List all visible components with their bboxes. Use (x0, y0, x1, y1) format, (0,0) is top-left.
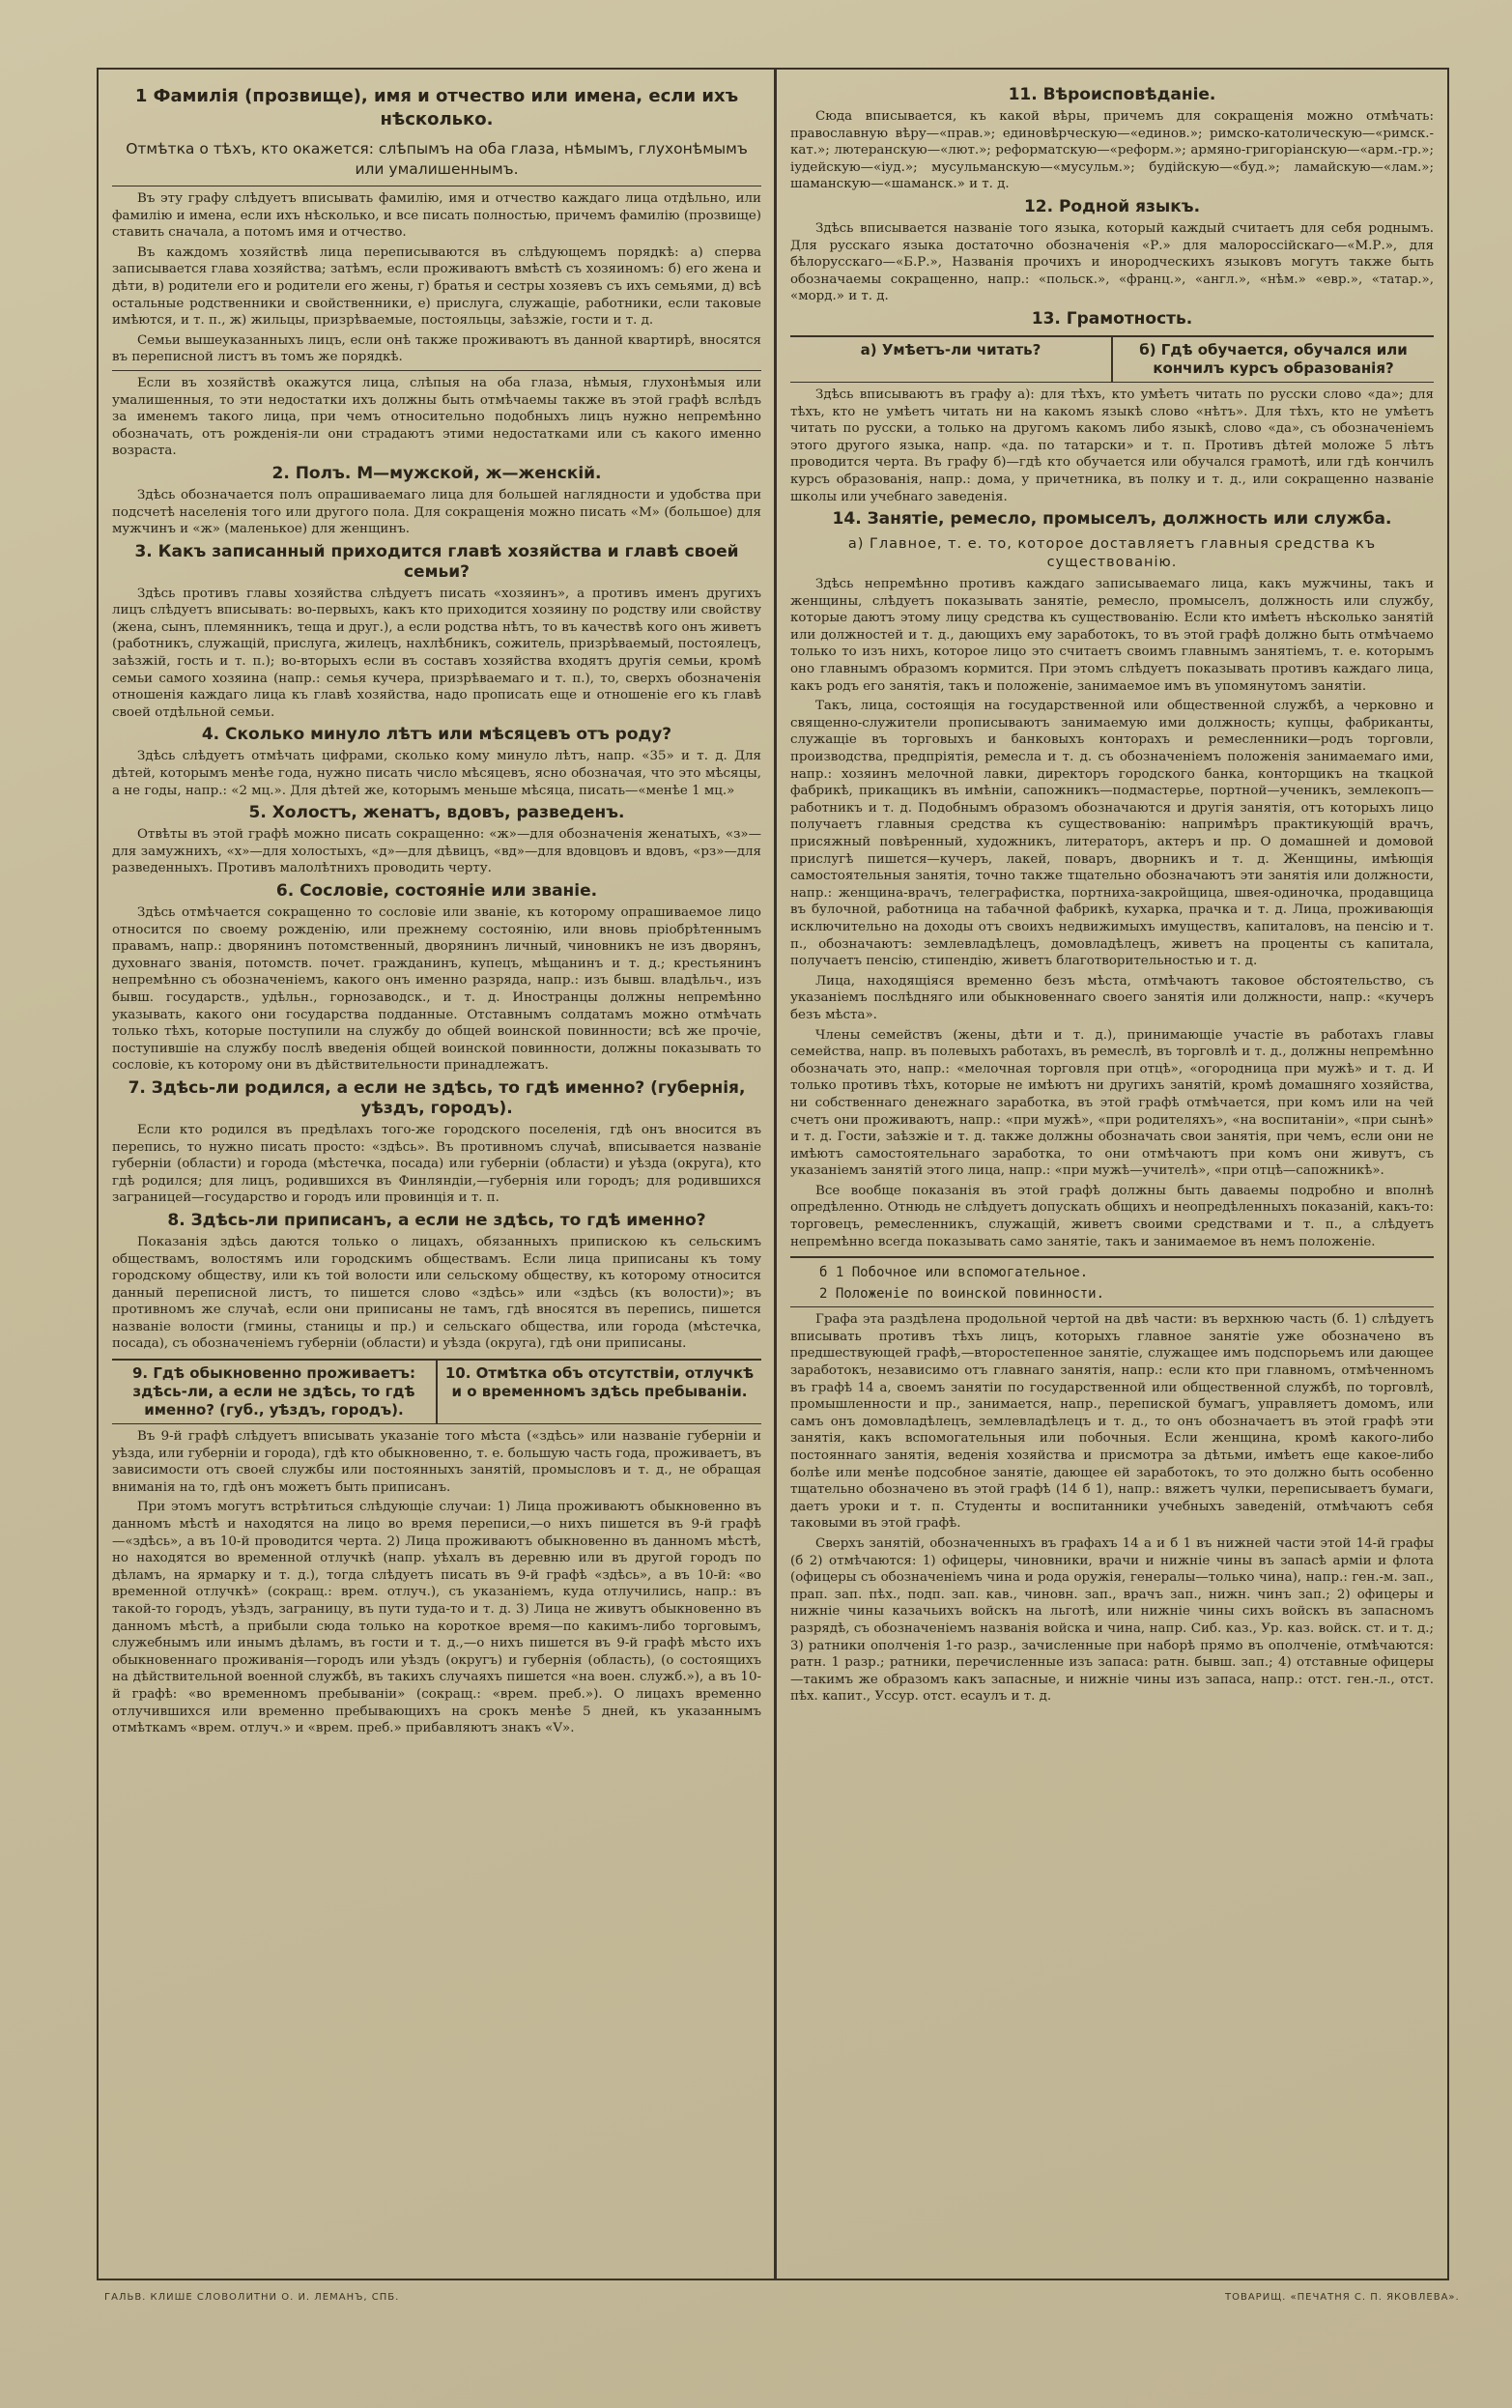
divider (112, 370, 761, 371)
paragraph: Сверхъ занятій, обозначенныхъ въ графахъ 14 а и б 1 въ нижней части этой 14-й графы (б 2) отмѣчаются: 1) офицеры, чиновники, врачи и нижніе чины въ запасѣ арміи и флота (офицеры съ обозначеніемъ чина и рода оружія, генералы—только чина), напр.: ген.-м. зап., прап. зап. пѣх., подп. зап. кав., чиновн. зап., врачъ зап., нижн. чинъ зап.; 2) офицеры и нижніе чины казачьихъ войскъ на льготѣ, или нижніе чины сихъ войскъ въ запасномъ разрядѣ, съ обозначеніемъ названія войска и чина, напр. Сиб. каз., Ур. каз. войск. ст. и т. д.; 3) ратники ополченія 1-го разр., зачисленные при наборѣ прямо въ ополченіе, отмѣчаются: ратн. 1 разр.; ратники, перечисленные изъ запаса: ратн. бывш. зап.; 4) отставные офицеры—такимъ же образомъ какъ запасные, и нижніе чины изъ запаса, напр.: отст. ген.-л., отст. пѣх. капит., Уссур. отст. есаулъ и т. д. (790, 1535, 1434, 1705)
section-14b2-label: 2 Положеніе по воинской повинности. (819, 1286, 1105, 1303)
paragraph: Здѣсь вписываютъ въ графу а): для тѣхъ, кто умѣетъ читать по русски слово «да»; для тѣхъ, кто не умѣетъ читать ни на какомъ языкѣ слово «нѣтъ». Для тѣхъ, кто не умѣетъ читать по русски, а только на другомъ какомъ либо языкѣ, слово «да», съ обозначеніемъ этого другого языка, напр. «да. по татарски» и т. п. Противъ дѣтей моложе 5 лѣтъ проводится черта. Въ графу б)—гдѣ кто обучается или обучался грамотѣ, или гдѣ кончилъ курсъ образованія, напр.: дома, у причетника, въ полку и т. д., или сокращенно названіе школы или учебнаго заведенія. (790, 387, 1434, 504)
section-1-title: 1 Фамилія (прозвище), имя и отчество или имена, если ихъ нѣсколько. (134, 86, 739, 129)
section-14a-lead: а) Главное, т. е. то, которое доставляетъ главныя средства къ существованію. (847, 536, 1377, 571)
paragraph: Здѣсь вписывается названіе того языка, который каждый считаетъ для себя роднымъ. Для русскаго языка достаточно обозначенія «Р.» для малороссійскаго—«М.Р.», для бѣлорусскаго—«Б.Р.», Названія прочихъ и инородческихъ языковъ могутъ также быть обозначаемы сокращенно, напр.: «польск.», «франц.», «англ.», «нѣм.» «евр.», «татар.», «морд.» и т. д. (790, 220, 1434, 304)
paragraph: Сюда вписывается, къ какой вѣры, причемъ для сокращенія можно отмѣчать: православную вѣру—«прав.»; единовѣрческую—«единов.»; римско-католическую—«римск.-кат.»; лютеранскую—«лют.»; реформатскую—«реформ.»; армяно-григоріанскую—«арм.-гр.»; іудейскую—«іуд.»; мусульманскую—«мусульм.»; будійскую—«буд.»; ламайскую—«лам.»; шаманскую—«шаманск.» и т. д. (790, 109, 1434, 192)
section-13-title: 13. Грамотность. (1031, 308, 1193, 329)
section-13b-title: б) Гдѣ обучается, обучался или кончилъ курсъ образованія? (1111, 337, 1434, 382)
paragraph: Въ эту графу слѣдуетъ вписывать фамилію, имя и отчество каждаго лица отдѣльно, или фамилію и имена, если ихъ нѣсколько, и все писать полностью, причемъ фамилію (прозвище) ставить сначала, а потомъ имя и отчество. (112, 191, 761, 241)
printer-credit-left: ГАЛЬВ. КЛИШЕ СЛОВОЛИТНИ О. И. ЛЕМАНЪ, СПБ. (104, 2292, 400, 2303)
section-13-header (790, 335, 1434, 383)
left-column (99, 70, 775, 2279)
section-5-title: 5. Холостъ, женатъ, вдовъ, разведенъ. (248, 803, 625, 823)
paragraph: Все вообще показанія въ этой графѣ должны быть даваемы подробно и вполнѣ опредѣленно. Отнюдь не слѣдуетъ допускать общихъ и неопредѣленныхъ показаній, какъ-то: торговецъ, ремесленникъ, служащій, живетъ своими средствами и т. п., а слѣдуетъ непремѣнно всегда показывать само занятіе, такъ и занимаемое въ немъ положеніе. (790, 1183, 1434, 1249)
paragraph: Отвѣты въ этой графѣ можно писать сокращенно: «ж»—для обозначенія женатыхъ, «з»—для замужнихъ, «х»—для холостыхъ, «д»—для дѣвицъ, «вд»—для вдовцовъ и вдовъ, «рз»—для разведенныхъ. Противъ малолѣтнихъ проводить черту. (112, 827, 761, 876)
section-10-title: 10. Отмѣтка объ отсутствіи, отлучкѣ и о временномъ здѣсь пребываніи. (436, 1361, 761, 1423)
divider (790, 1256, 1434, 1258)
section-8-title: 8. Здѣсь-ли приписанъ, а если не здѣсь, то гдѣ именно? (167, 1210, 706, 1230)
section-7-title: 7. Здѣсь-ли родился, а если не здѣсь, то гдѣ именно? (губернія, уѣздъ, городъ). (128, 1077, 746, 1118)
section-2-title: 2. Полъ. М—мужской, ж—женскій. (271, 463, 602, 483)
paragraph: Если въ хозяйствѣ окажутся лица, слѣпыя на оба глаза, нѣмыя, глухонѣмыя или умалишенныя, то эти недостатки ихъ должны быть отмѣчаемы также въ этой графѣ вслѣдъ за именемъ такого лица, при чемъ относительно подобныхъ лицъ нужно непремѣнно обозначать, отъ рожденія-ли они страдаютъ этими недостатками или съ какого именно возраста. (112, 375, 761, 459)
divider (790, 1306, 1434, 1307)
paragraph: Здѣсь непремѣнно противъ каждаго записываемаго лица, какъ мужчины, такъ и женщины, слѣдуетъ показывать занятіе, ремесло, промыселъ, должность или службу, которые даютъ этому лицу средства къ существованію. Если кто имѣетъ нѣсколько занятій или должностей и т. д., дающихъ ему заработокъ, то въ этой графѣ должно быть отмѣчаемо только то изъ нихъ, которое лицо это считаетъ своимъ главнымъ занятіемъ, т. е. которымъ оно главнымъ образомъ кормится. При этомъ слѣдуетъ показывать противъ каждаго лица, какъ родъ его занятія, такъ и положеніе, занимаемое имъ въ упомянутомъ занятіи. (790, 577, 1434, 694)
section-13a-title: а) Умѣетъ-ли читать? (860, 340, 1041, 358)
section-14-title: 14. Занятіе, ремесло, промыселъ, должность или служба. (832, 509, 1392, 530)
section-1-subtitle: Отмѣтка о тѣхъ, кто окажется: слѣпымъ на оба глаза, нѣмымъ, глухонѣмымъ или умалишеннымъ. (126, 140, 748, 178)
section-9-10-header (112, 1359, 761, 1424)
paragraph: Если кто родился въ предѣлахъ того-же городского поселенія, гдѣ онъ вносится въ перепись, то нужно писать просто: «здѣсь». Въ противномъ случаѣ, вписывается названіе губерніи (области) и города (мѣстечка, посада) или губерніи (области) и уѣзда (округа), кто гдѣ родился; для лицъ, родившихся въ Финляндіи,—губернія или городъ; для родившихся заграницей—государство и городъ или провинція и т. п. (112, 1122, 761, 1206)
page-frame (97, 68, 1449, 2280)
section-4-title: 4. Сколько минуло лѣтъ или мѣсяцевъ отъ роду? (201, 725, 672, 745)
section-14b1-label: б 1 Побочное или вспомогательное. (819, 1265, 1089, 1281)
paragraph: Семьи вышеуказанныхъ лицъ, если онѣ также проживаютъ въ данной квартирѣ, вносятся въ переписной листъ въ томъ же порядкѣ. (112, 332, 761, 365)
section-9-title: 9. Гдѣ обыкновенно проживаетъ: здѣсь-ли, а если не здѣсь, то гдѣ именно? (губ., уѣздъ, городъ). (132, 1364, 415, 1419)
paragraph: Здѣсь противъ главы хозяйства слѣдуетъ писать «хозяинъ», а противъ именъ другихъ лицъ слѣдуетъ вписывать: во-первыхъ, какъ кто приходится хозяину по родству или свойству (жена, сынъ, племянникъ, теща и друг.), а если родства нѣтъ, то въ качествѣ кого онъ живетъ (работникъ, служащій, прислуга, жилецъ, нахлѣбникъ, сожитель, призрѣваемый, постоялецъ, заѣзжій, гость и т. п.); во-вторыхъ если въ составъ хозяйства входятъ другія семьи, кромѣ семьи самого хозяина (напр.: семья кучера, призрѣваемаго и т. п.), то, сверхъ обозначенія отношенія каждаго лица къ главѣ хозяйства, надо прописать еще и отношеніе его къ главѣ своей отдѣльной семьи. (112, 586, 761, 720)
paragraph: Здѣсь обозначается полъ опрашиваемаго лица для большей наглядности и удобства при подсчетѣ населенія того или другого пола. Для сокращенія можно писать «М» (большое) для мужчинъ и «ж» (маленькое) для женщинъ. (112, 487, 761, 537)
section-11-title: 11. Вѣроисповѣданіе. (1008, 85, 1216, 104)
paragraph: Въ каждомъ хозяйствѣ лица переписываются въ слѣдующемъ порядкѣ: а) сперва записывается глава хозяйства; затѣмъ, если проживаютъ вмѣстѣ съ хозяиномъ: б) его жена и дѣти, в) родители его и родители его жены, г) братья и сестры хозяевъ съ ихъ семьями, д) всѣ остальные родственники и свойственники, е) прислуга, служащіе, работники, если таковые имѣются, и т. п., ж) жильцы, призрѣваемые, постояльцы, заѣзжіе, гости и т. д. (112, 244, 761, 329)
paragraph: Графа эта раздѣлена продольной чертой на двѣ части: въ верхнюю часть (б. 1) слѣдуетъ вписывать противъ тѣхъ лицъ, которыхъ главное занятіе уже обозначено въ предшествующей графѣ,—второстепенное занятіе, служащее имъ подспорьемъ или дающее заработокъ, независимо отъ главнаго занятія, напр.: если кто при главномъ, отмѣченномъ въ графѣ 14 а, своемъ занятіи по государственной или общественной службѣ, по торговлѣ, промышленности и пр., занимается, напр., перепиской бумагъ, управляетъ домомъ, или самъ онъ домовладѣлецъ, землевладѣлецъ и т. д., то онъ обозначаетъ въ этой графѣ эти занятія, какъ вспомогательныя или побочныя. Если женщина, кромѣ какого-либо постояннаго занятія, веденія хозяйства и присмотра за дѣтьми, имѣетъ еще какое-либо болѣе или менѣе подсобное занятіе, дающее ей заработокъ, то это должно быть особенно тщательно обозначено въ этой графѣ (14 б 1), напр.: вяжетъ чулки, переписываетъ бумаги, даетъ уроки и т. п. Студенты и воспитанники учебныхъ заведеній, отмѣчаютъ себя таковыми въ этой графѣ. (790, 1312, 1434, 1532)
paragraph: При этомъ могутъ встрѣтиться слѣдующіе случаи: 1) Лица проживаютъ обыкновенно въ данномъ мѣстѣ и находятся на лицо во время переписи,—о нихъ пишется въ 9-й графѣ—«здѣсь», а въ 10-й проводится черта. 2) Лица проживаютъ обыкновенно въ данномъ мѣстѣ, но находятся во временной отлучкѣ (напр. уѣхалъ въ деревню или въ другой городъ по дѣламъ, на ярмарку и т. д.), тогда слѣдуетъ писать въ 9-й графѣ «здѣсь», а въ 10-й: «во временной отлучкѣ» (сокращ.: врем. отлуч.), съ указаніемъ, куда отлучились, напр.: въ такой-то городъ, уѣздъ, заграницу, въ пути туда-то и т. д. 3) Лица не живутъ обыкновенно въ данномъ мѣстѣ, а прибыли сюда только на короткое время—по какимъ-либо торговымъ, служебнымъ или инымъ дѣламъ, въ гости и т. д.,—о нихъ пишется въ 9-й графѣ мѣсто ихъ обыкновеннаго проживанія—городъ или уѣздъ (округъ) и губернія (область), (о состоящихъ на дѣйствительной военной службѣ, въ такихъ случаяхъ пишется «на воен. служб.»), а въ 10-й графѣ: «во временномъ пребываніи» (сокращ.: «врем. преб.»). О лицахъ временно отлучившихся или временно пребывающихъ на срокъ менѣе 5 дней, къ указаннымъ отмѣткамъ «врем. отлуч.» и «врем. преб.» прибавляютъ знакъ «V». (112, 1500, 761, 1736)
right-column (777, 70, 1447, 2279)
paragraph: Здѣсь слѣдуетъ отмѣчать цифрами, сколько кому минуло лѣтъ, напр. «35» и т. д. Для дѣтей, которымъ менѣе года, нужно писать число мѣсяцевъ, ясно обозначая, что это мѣсяцы, а не годы, напр.: «2 мц.». Для дѣтей же, которымъ меньше мѣсяца, писать—«менѣе 1 мц.» (112, 749, 761, 798)
section-6-title: 6. Сословіе, состояніе или званіе. (275, 881, 598, 901)
paragraph: Въ 9-й графѣ слѣдуетъ вписывать указаніе того мѣста («здѣсь» или названіе губерніи и уѣзда, или губерніи и города), гдѣ кто обыкновенно, т. е. большую часть года, проживаетъ, въ зависимости отъ своей службы или постоянныхъ занятій, промысловъ и т. д., не обращая вниманія на то, гдѣ онъ можетъ быть приписанъ. (112, 1429, 761, 1495)
paragraph: Члены семействъ (жены, дѣти и т. д.), принимающіе участіе въ работахъ главы семейства, напр. въ полевыхъ работахъ, въ ремеслѣ, въ торговлѣ и т. д., должны непремѣнно обозначать это, напр.: «мелочная торговля при отцѣ», «огородница при мужѣ» и т. д. И только противъ тѣхъ, которые не имѣютъ ни другихъ занятій, кромѣ домашняго хозяйства, ни собственнаго денежнаго заработка, въ этой графѣ отмѣчается, при комъ или на чей счетъ они проживаютъ, напр.: «при мужѣ», «при родителяхъ», «на воспитаніи», «при сынѣ» и т. д. Гости, заѣзжіе и т. д. также должны обозначать свои занятія, при чемъ, если они не имѣютъ самостоятельнаго заработка, то они отмѣчаютъ при комъ они живутъ, съ указаніемъ занятій этого лица, напр.: «при мужѣ—учителѣ», «при отцѣ—сапожникѣ». (790, 1027, 1434, 1179)
paragraph: Лица, находящіяся временно безъ мѣста, отмѣчаютъ таковое обстоятельство, съ указаніемъ послѣдняго или обыкновеннаго своего занятія или должности, напр.: «кучеръ безъ мѣста». (790, 973, 1434, 1022)
paragraph: Показанія здѣсь даются только о лицахъ, обязанныхъ припискою къ сельскимъ обществамъ, волостямъ или городскимъ обществамъ. Если лица приписаны къ тому городскому обществу, или къ той волости или сельскому обществу, къ которому относится данный переписной листъ, то пишется слово «здѣсь» или «здѣсь (къ волости)»; въ противномъ же случаѣ, если они приписаны не тамъ, гдѣ вносятся въ перепись, пишется названіе волости (гмины, станицы и пр.) и сельскаго общества, или города (мѣстечка, посада), съ обозначеніемъ губерніи (области) и уѣзда (округа), гдѣ они приписаны. (112, 1234, 761, 1352)
section-12-title: 12. Родной языкъ. (1023, 196, 1201, 216)
paragraph: Здѣсь отмѣчается сокращенно то сословіе или званіе, къ которому опрашиваемое лицо относится по своему рожденію, или прежнему состоянію, или вновь пріобрѣтеннымъ правамъ, напр.: дворянинъ потомственный, дворянинъ личный, чиновникъ не изъ дворянъ, духовнаго званія, потомств. почет. гражданинъ, купецъ, мѣщанинъ и т. д.; крестьянинъ непремѣнно съ обозначеніемъ, какого онъ именно разряда, напр.: изъ бывш. владѣльч., изъ бывш. государств., удѣльн., горнозаводск., и т. д. Иностранцы должны непремѣнно указывать, какого они государства подданные. Отставнымъ солдатамъ можно отмѣчать только тѣхъ, которые поступили на службу до общей воинской повинности; всѣ же прочіе, поступившіе на службу послѣ введенія общей воинской повинности, должны показывать то сословіе, къ которому они въ дѣйствительности принадлежатъ. (112, 905, 761, 1074)
section-3-title: 3. Какъ записанный приходится главѣ хозяйства и главѣ своей семьи? (134, 541, 739, 582)
printer-credit-right: ТОВАРИЩ. «ПЕЧАТНЯ С. П. ЯКОВЛЕВА». (1225, 2292, 1460, 2303)
paragraph: Такъ, лица, состоящія на государственной или общественной службѣ, а черковно и священно-служители прописываютъ занимаемую ими должность; купцы, фабриканты, служащіе въ торговыхъ и банковыхъ конторахъ и ремесленники—родъ торговли, производства, предпріятія, ремесла и т. д. съ обозначеніемъ положенія занимаемаго ими, напр.: хозяинъ мелочной лавки, директоръ городского банка, конторщикъ на ткацкой фабрикѣ, прикащикъ въ имѣніи, сапожникъ—подмастерье, портной—ученикъ, землекопъ—работникъ и т. д. Подобнымъ образомъ обозначаются и другія занятія, отъ которыхъ лицо получаетъ главныя средства къ существованію: напримѣръ практикующій врачъ, присяжный повѣренный, художникъ, литераторъ, актеръ и пр. О домашней и домовой прислугѣ пишется—кучеръ, лакей, поваръ, дворникъ и т. д. Женщины, имѣющія самостоятельныя занятія, точно также тщательно обозначаютъ эти занятія или должности, напр.: женщина-врачъ, телеграфистка, портниха-закройщица, швея-одиночка, продавщица въ булочной, работница на табачной фабрикѣ, кухарка, прачка и т. д. Лица, проживающія исключительно на доходы отъ своихъ недвижимыхъ имуществъ, капиталовъ, на пенсію и т. п., обозначаютъ: землевладѣлецъ, домовладѣлецъ, живетъ на проценты съ капитала, получаетъ пенсію, стипендію, живетъ благотворительностью и т. д. (790, 699, 1434, 969)
